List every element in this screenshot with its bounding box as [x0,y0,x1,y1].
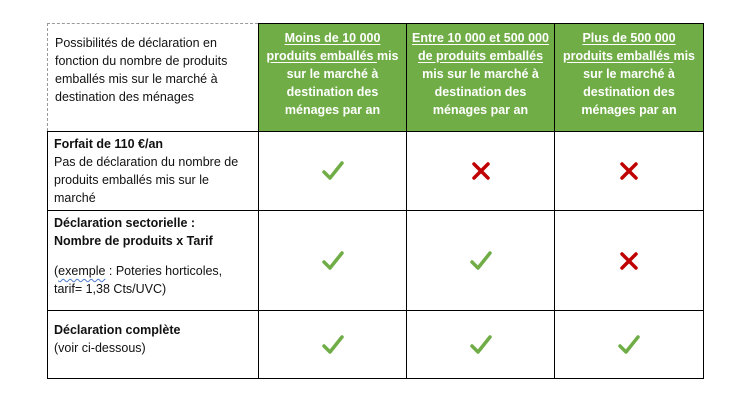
corner-cell [48,24,259,132]
cell-mark [407,211,555,311]
cell-mark [259,211,407,311]
check-icon [322,335,344,355]
cell-mark [259,132,407,211]
row-description: Pas de déclaration du nombre de produits emballés mis sur le marché [54,155,239,205]
row-title: Forfait de 110 €/an [54,137,164,151]
cross-icon [471,162,491,180]
cross-icon [619,162,639,180]
cell-mark [555,211,704,311]
cell-mark [555,311,704,379]
row-description: (voir ci-dessous) [54,341,146,355]
declaration-options-table [47,23,704,379]
spellcheck-word: exemple [58,264,106,278]
column-header-underlined: Plus de 500 000 produits emballés [563,31,676,63]
check-icon [618,335,640,355]
row-label-forfait [48,132,259,211]
column-header-over-500000: Plus de 500 000 produits emballés mis sur le marché à destination des ménages par an [555,24,704,132]
cell-mark [555,132,704,211]
check-icon [470,251,492,271]
header-row [48,24,704,132]
check-icon [470,335,492,355]
check-icon [322,251,344,271]
cell-mark [407,311,555,379]
check-icon [322,161,344,181]
cell-mark [259,311,407,379]
table-row-complete [48,311,704,379]
row-label-sectorielle [48,211,259,311]
row-title-line2: Nombre de produits x Tarif [54,234,213,248]
table-row-sectorielle [48,211,704,311]
cross-icon [619,252,639,270]
column-header-underlined: Entre 10 000 et 500 000 de produits emballés [412,31,549,63]
row-title: Déclaration sectorielle : [54,216,196,230]
column-header-underlined: Moins de 10 000 produits emballés [266,31,381,63]
cell-mark [407,132,555,211]
row-example: (exemple : Poteries horticoles, tarif= 1,38 Cts/UVC) [54,264,223,296]
column-header-10000-to-500000: Entre 10 000 et 500 000 de produits emballés mis sur le marché à destination des ménages par an [407,24,555,132]
row-title: Déclaration complète [54,323,181,337]
column-header-under-10000: Moins de 10 000 produits emballés mis sur le marché à destination des ménages par an [259,24,407,132]
row-label-complete [48,311,259,379]
corner-text: Possibilités de déclaration en fonction du nombre de produits emballés mis sur le marché à destination des ménages [55,36,228,104]
table-row-forfait [48,132,704,211]
